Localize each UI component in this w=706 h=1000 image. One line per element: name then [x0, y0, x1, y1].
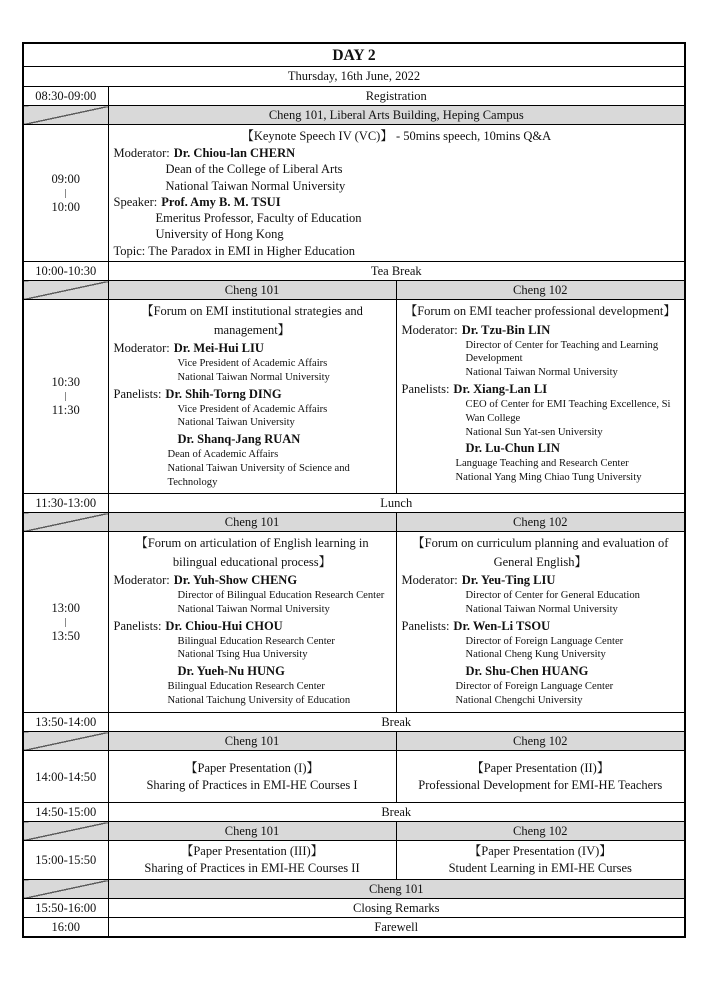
event-lunch: Lunch	[108, 494, 685, 513]
panelist-affiliation: Vice President of Academic Affairs	[177, 403, 328, 415]
paper-subtitle: Professional Development for EMI-HE Teachers	[418, 777, 663, 792]
time-forum1	[23, 300, 108, 494]
paper-title: 【Paper Presentation (III)】	[180, 844, 324, 859]
room-header-cheng102: Cheng 102	[396, 822, 685, 841]
panelist-affiliation: Bilingual Education Research Center	[167, 681, 325, 693]
time-end: 10:00	[51, 199, 80, 214]
room-header-cheng102: Cheng 102	[396, 732, 685, 751]
keynote-title: 【Keynote Speech IV (VC)】 - 50mins speech, 10mins Q&A	[241, 129, 552, 143]
forum-title: 【Forum on curriculum planning and evaluation of General English】	[412, 536, 669, 569]
event-tea-break: Tea Break	[108, 262, 685, 281]
panelist-affiliation: National Sun Yat-sen University	[465, 426, 603, 438]
panelist-affiliation: National Yang Ming Chiao Tung University	[455, 472, 642, 484]
panelist-affiliation: Language Teaching and Research Center	[455, 458, 629, 470]
moderator-affiliation: National Taiwan Normal University	[465, 603, 618, 615]
panelists-line	[114, 617, 391, 635]
panelist-name: Dr. Lu-Chun LIN	[465, 441, 560, 456]
session-paper-presentation-1	[108, 751, 396, 803]
moderator-affiliation: National Taiwan Normal University	[177, 371, 330, 383]
panelists-label: Panelists:	[401, 618, 450, 633]
venue-header-closing: Cheng 101	[108, 880, 685, 899]
panelist-name: Dr. Xiang-Lan LI	[453, 381, 548, 396]
time-registration: 08:30-09:00	[23, 87, 108, 106]
moderator-line	[114, 339, 391, 357]
panelists-line	[402, 617, 680, 635]
speaker-affiliation: University of Hong Kong	[155, 227, 284, 242]
paper-title: 【Paper Presentation (II)】	[471, 760, 610, 775]
time-forum2	[23, 532, 108, 713]
time-break1: 13:50-14:00	[23, 713, 108, 732]
speaker-line	[114, 194, 680, 210]
moderator-label: Moderator:	[113, 146, 170, 160]
event-farewell: Farewell	[108, 918, 685, 938]
moderator-name: Dr. Yuh-Show CHENG	[173, 573, 298, 588]
moderator-line	[402, 571, 680, 589]
room-header-cheng101: Cheng 101	[108, 732, 396, 751]
session-forum-emi-strategies	[108, 300, 396, 494]
panelist-affiliation: National Chengchi University	[455, 695, 583, 707]
panelist-affiliation: Bilingual Education Research Center	[177, 635, 335, 647]
moderator-label: Moderator:	[401, 573, 458, 588]
time-tea-break: 10:00-10:30	[23, 262, 108, 281]
moderator-name: Dr. Mei-Hui LIU	[173, 341, 264, 356]
moderator-affiliation: Director of Bilingual Education Research Center	[177, 590, 385, 602]
forum-title: 【Forum on EMI institutional strategies and management】	[141, 304, 363, 337]
moderator-label: Moderator:	[113, 573, 170, 588]
time-closing: 15:50-16:00	[23, 899, 108, 918]
moderator-affiliation: Dean of the College of Liberal Arts	[165, 162, 343, 177]
diagonal-cell	[23, 822, 108, 841]
panelists-label: Panelists:	[113, 618, 162, 633]
moderator-name: Dr. Yeu-Ting LIU	[461, 573, 556, 588]
room-header-cheng102: Cheng 102	[396, 281, 685, 300]
speaker-affiliation: Emeritus Professor, Faculty of Education	[155, 211, 362, 226]
room-header-cheng101: Cheng 101	[108, 513, 396, 532]
paper-subtitle: Sharing of Practices in EMI-HE Courses II	[144, 861, 360, 876]
speaker-label: Speaker:	[113, 194, 158, 209]
session-forum-teacher-development	[396, 300, 685, 494]
panelist-name: Dr. Shu-Chen HUANG	[465, 664, 589, 679]
session-forum-bilingual-articulation	[108, 532, 396, 713]
panelist-name: Dr. Wen-Li TSOU	[453, 618, 551, 633]
paper-title: 【Paper Presentation (IV)】	[468, 844, 612, 859]
diagonal-cell	[23, 281, 108, 300]
paper-subtitle: Student Learning in EMI-HE Curses	[448, 861, 632, 876]
moderator-label: Moderator:	[401, 322, 458, 337]
diagonal-cell	[23, 106, 108, 125]
panelist-affiliation: Dean of Academic Affairs	[167, 449, 279, 461]
session-paper-presentation-2	[396, 751, 685, 803]
moderator-label: Moderator:	[113, 341, 170, 356]
day2-schedule-table	[22, 42, 686, 938]
time-end: 13:50	[51, 628, 80, 643]
time-start: 13:00	[51, 600, 80, 615]
moderator-line	[114, 145, 680, 161]
forum-title: 【Forum on EMI teacher professional development】	[404, 304, 676, 319]
time-separator	[65, 189, 66, 198]
time-end: 11:30	[51, 403, 80, 418]
time-separator	[65, 618, 66, 627]
panelist-affiliation: Director of Foreign Language Center	[465, 635, 624, 647]
panelists-label: Panelists:	[401, 381, 450, 396]
panelist-name: Dr. Shih-Torng DING	[165, 386, 282, 401]
paper-subtitle: Sharing of Practices in EMI-HE Courses I	[146, 777, 358, 792]
moderator-affiliation: Vice President of Academic Affairs	[177, 358, 328, 370]
room-header-cheng101: Cheng 101	[108, 281, 396, 300]
moderator-affiliation: Director of Center for Teaching and Learning Development	[465, 339, 659, 365]
panelist-name: Dr. Chiou-Hui CHOU	[165, 618, 283, 633]
forum-title: 【Forum on articulation of English learning in bilingual educational process】	[135, 536, 369, 569]
panelist-affiliation: National Tsing Hua University	[177, 649, 308, 661]
panelist-affiliation: Director of Foreign Language Center	[455, 681, 614, 693]
session-forum-curriculum-planning	[396, 532, 685, 713]
event-break2: Break	[108, 803, 685, 822]
panelist-affiliation: National Taichung University of Education	[167, 695, 351, 707]
paper-title: 【Paper Presentation (I)】	[185, 760, 319, 775]
schedule-sheet	[22, 42, 684, 938]
session-paper-presentation-4	[396, 841, 685, 880]
time-break2: 14:50-15:00	[23, 803, 108, 822]
room-header-cheng101: Cheng 101	[108, 822, 396, 841]
room-header-cheng102: Cheng 102	[396, 513, 685, 532]
date-row: Thursday, 16th June, 2022	[23, 67, 685, 87]
panelist-affiliation: National Cheng Kung University	[465, 649, 606, 661]
moderator-affiliation: National Taiwan Normal University	[465, 367, 618, 379]
moderator-line	[114, 571, 391, 589]
time-papers1: 14:00-14:50	[23, 751, 108, 803]
moderator-affiliation: National Taiwan Normal University	[165, 178, 346, 193]
panelist-name: Dr. Yueh-Nu HUNG	[177, 664, 285, 679]
time-lunch: 11:30-13:00	[23, 494, 108, 513]
event-break1: Break	[108, 713, 685, 732]
panelist-name: Dr. Shanq-Jang RUAN	[177, 432, 301, 447]
time-farewell: 16:00	[23, 918, 108, 938]
moderator-affiliation: Director of Center for General Education	[465, 590, 640, 602]
venue-header-full: Cheng 101, Liberal Arts Building, Heping Campus	[108, 106, 685, 125]
diagonal-cell	[23, 732, 108, 751]
moderator-name: Dr. Tzu-Bin LIN	[461, 322, 551, 337]
session-keynote	[108, 125, 685, 262]
panelist-affiliation: CEO of Center for EMI Teaching Excellence, Si Wan College	[465, 398, 671, 424]
panelists-line	[402, 380, 680, 398]
speaker-name: Prof. Amy B. M. TSUI	[161, 194, 281, 209]
moderator-affiliation: National Taiwan Normal University	[177, 603, 330, 615]
panelists-label: Panelists:	[113, 386, 162, 401]
panelists-line	[114, 385, 391, 403]
moderator-name: Dr. Chiou-lan CHERN	[173, 146, 296, 160]
time-keynote	[23, 125, 108, 262]
page-title: DAY 2	[23, 43, 685, 67]
time-start: 10:30	[51, 375, 80, 390]
panelist-affiliation: National Taiwan University of Science and Technology	[167, 463, 350, 488]
moderator-line	[402, 321, 680, 339]
event-closing: Closing Remarks	[108, 899, 685, 918]
panelist-affiliation: National Taiwan University	[177, 417, 295, 429]
time-start: 09:00	[51, 171, 80, 186]
session-paper-presentation-3	[108, 841, 396, 880]
time-papers2: 15:00-15:50	[23, 841, 108, 880]
diagonal-cell	[23, 513, 108, 532]
diagonal-cell	[23, 880, 108, 899]
time-separator	[65, 392, 66, 401]
keynote-topic: Topic: The Paradox in EMI in Higher Education	[113, 243, 356, 258]
event-registration: Registration	[108, 87, 685, 106]
